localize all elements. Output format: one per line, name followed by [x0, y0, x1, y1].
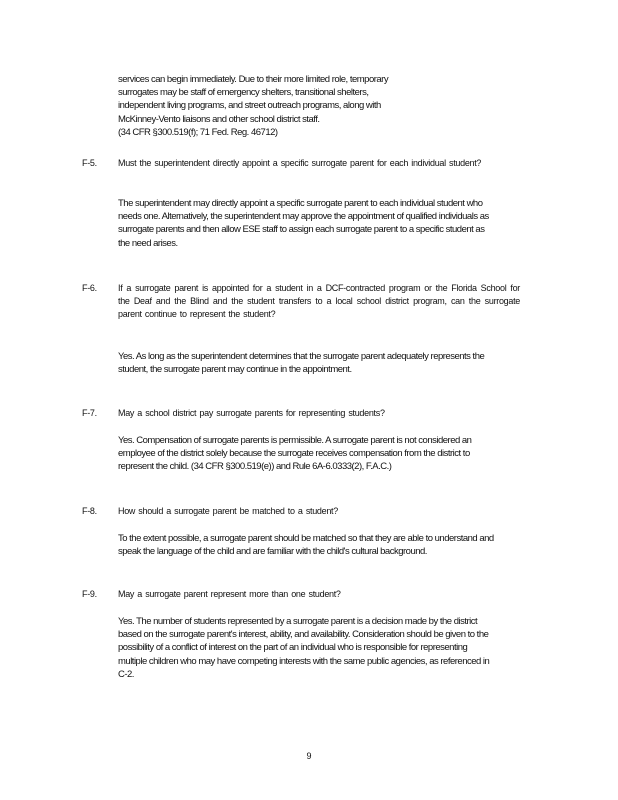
citation-line: (34 CFR §300.519(f); 71 Fed. Reg. 46712) — [118, 126, 278, 138]
answer-text: Yes. Compensation of surrogate parents is permissible. A surrogate parent is not considered an employee of the district solely because the surrogate receives compensation from the district to represent the child. (34 CFR §300.519(e)) and Rule 6A-6.0333(2), F.A.C.) — [118, 435, 472, 473]
question-number: F-6. — [82, 283, 97, 293]
paragraph-line: surrogates may be staff of emergency shelters, transitional shelters, — [118, 87, 369, 99]
question-number: F-8. — [82, 506, 97, 516]
answer-text: Yes. As long as the superintendent determines that the surrogate parent adequately represents the student, the surrogate parent may continue in the appointment. — [118, 351, 485, 376]
question-text: May a school district pay surrogate parents for representing students? — [118, 408, 385, 418]
question-number: F-7. — [82, 408, 97, 418]
page-number: 9 — [306, 751, 312, 761]
question-text: How should a surrogate parent be matched to a student? — [118, 506, 338, 516]
question-text: If a surrogate parent is appointed for a student in a DCF-contracted program or the Florida School for the Deaf and the Blind and the student transfers to a local school district program, can the surrogate parent continue to represent the student? — [118, 283, 520, 319]
question-number: F-5. — [82, 158, 97, 168]
answer-text: Yes. The number of students represented by a surrogate parent is a decision made by the district based on the surrogate parent's interest, ability, and availability. Consideration should be given to the possibility of a conflict of interest on the part of an individual who is responsible for representing multiple children who may have competing interests with the same public agencies, as referenced in C-2. — [118, 616, 490, 680]
paragraph-line: services can begin immediately. Due to their more limited role, temporary — [118, 74, 389, 85]
answer-text: To the extent possible, a surrogate parent should be matched so that they are able to understand and speak the language of the child and are familiar with the child's cultural background. — [118, 533, 494, 558]
question-text: Must the superintendent directly appoint a specific surrogate parent for each individual student? — [118, 158, 482, 168]
question-text: May a surrogate parent represent more than one student? — [118, 589, 341, 599]
question-number: F-9. — [82, 589, 97, 599]
answer-text: The superintendent may directly appoint a specific surrogate parent to each individual student who needs one. Alternatively, the superintendent may approve the appointment of qualified individuals as surrogate parents and then allow ESE staff to assign each surrogate parent to a specific student as the need arises. — [118, 198, 489, 249]
paragraph-line: McKinney-Vento liaisons and other school district staff. — [118, 113, 320, 125]
continued-paragraph — [118, 73, 498, 139]
paragraph-line: independent living programs, and street outreach programs, along with — [118, 100, 381, 112]
